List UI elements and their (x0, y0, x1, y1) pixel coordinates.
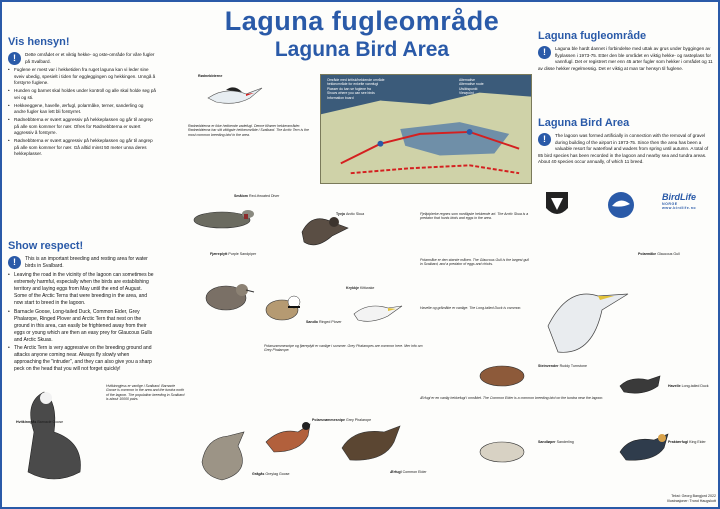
greylag-goose-illustration (192, 422, 265, 492)
section-text: Laguna ble hardt dannet i forbindelse med uttak av grus under byggingen av flyplassen i 1973-75. Etter den ble området en viktig hekke- og rasteplass for vannfugl. Det er registrert mer enn 45 arter fugler som hekker i området og 11 av disse hekker regelmessig. Det er viktig at man tar hensyn til fuglene. (538, 46, 713, 71)
caption-phalarope: Polarsvømmesnipe og fjæreplytt er vanlige i sommer. Grey Phalaropes are common here. Mer info om Grey Phalarope. (264, 344, 423, 353)
bird-label-diver (234, 194, 279, 198)
section-intro: Dette området er et viktig hekke- og oste-område for våre fugler på Svalbard. (25, 52, 155, 64)
bird-name-no: Steinvender (538, 364, 559, 368)
bird-name-en: King Eider (689, 440, 706, 444)
purple-sandpiper-illustration (198, 272, 258, 322)
bird-name-en: Greylag Goose (265, 472, 290, 476)
long-tailed-duck-illustration (614, 366, 672, 402)
bird-name-en: Arctic Skua (345, 212, 365, 216)
bird-name-en: Purple Sandpiper (228, 252, 257, 256)
page-subtitle: Laguna Bird Area (274, 38, 450, 61)
warning-icon: ! (538, 133, 551, 146)
bird-label-eider (390, 470, 427, 474)
list-item: • Fuglene er mest var i hekketiden fra ruget laguna kan vi leder sine sveiv ubedig, spesielt i tiden for eggleggingen og hekkingen. Unngå å forstyrre fuglene. (8, 67, 156, 87)
bird-name-no: Rødnebbterne (198, 74, 223, 78)
list-item: • Rødnebbterna er svært aggressiv på hekkeplassen og går til angrep på alle som kommer for nær. Ofres for Rødnebbterna er svært aggressiv å forstyrre. (8, 117, 156, 137)
bullet-list (8, 67, 156, 158)
list-item: • Leaving the road in the vicinity of the lagoon can sometimes be extremely harmful, especially when the birds are establishing territory and laying eggs from May until the end of August. Some of the Arctic Terns that were breeding in the area, and now start to breed in the lagoon. (8, 272, 156, 307)
bird-name-en: Sanderling (556, 440, 574, 444)
caption-eider: Ærfugl er en vanlig hekkefugl i området. The Common Eider is a common breeding bird on the tundra near the lagoon. (420, 396, 604, 400)
bird-label-duck (668, 384, 709, 388)
red-throated-diver-illustration (190, 202, 260, 232)
credit-text: Tekst: Georg Bangjord 2022 (671, 494, 716, 498)
bird-label-turnstone (538, 364, 587, 368)
common-eider-illustration (334, 412, 414, 472)
bird-name-no: Hvitkinngås (16, 420, 37, 424)
caption-gull: Polarmåke er den største måken. The Glaucous Gull is the largest gull in Svalbard, and a predator of eggs and chicks. (420, 258, 529, 267)
barnacle-goose-illustration (14, 382, 94, 492)
credits (642, 494, 716, 503)
arctic-skua-illustration (292, 202, 352, 262)
glaucous-gull-illustration (538, 266, 638, 376)
legend-item: Alternative (459, 78, 476, 82)
list-item: • Rødnebbterna er svært aggressiv på hekkeplassen og går til angrep på alle som kommer for nær. Gå alltid minst 50 meter unna deres hekkeplasser. (8, 138, 156, 158)
bullet-list (8, 272, 156, 373)
ringed-plover-illustration (258, 288, 308, 328)
section-heading: Laguna Bird Area (538, 117, 630, 129)
sanderling-illustration (472, 430, 542, 470)
legend-item: Område med kritisk/hekkende område (327, 78, 385, 82)
bird-name-en: Ruddy Turnstone (559, 364, 587, 368)
bird-label-glaucous (638, 252, 680, 256)
legend-item: Information board (327, 95, 354, 100)
bird-label-skua (336, 212, 364, 216)
bird-label-greylag (252, 472, 290, 476)
bird-label-goose (16, 420, 63, 424)
section-show-respect (8, 240, 156, 375)
legend-item: Alternative route (459, 82, 484, 87)
bird-name-no: Havelle (668, 384, 681, 388)
bird-name-no: Polarmåke (638, 252, 657, 256)
legend-item: hekkeområde for enkelte vannfugl (327, 82, 379, 87)
bird-label-plover (306, 320, 342, 324)
legend-item: Viewpoint (459, 91, 474, 96)
caption-map: Rødnebbterna er ikke hekkende vadefugl. Denne tilhører hekkeområder. Rødnebbterna har sitt viktigste hekkeområde i Svalbard. The Arctic Tern is the most common breeding bird in the area. (188, 124, 309, 137)
caption-skua: Fjellpiplerke regnes som nordligste hekkende art. The Arctic Skua is a predator that hunts birds and eggs in the area. (420, 212, 529, 221)
bird-name-no: Fjæreplytt (210, 252, 228, 256)
king-eider-illustration (614, 422, 674, 472)
section-heading: Vis hensyn! (8, 36, 70, 48)
section-intro: This is an important breeding and resting area for water birds in Svalbard. (25, 256, 148, 269)
birdlife-logo (662, 192, 696, 210)
area-map (320, 74, 532, 184)
bird-label-kittiwake (346, 286, 374, 290)
section-laguna-en (538, 117, 714, 166)
legend-item: Utsiktspunkt (459, 86, 478, 91)
arctic-tern-illustration (206, 80, 264, 112)
kittiwake-illustration (348, 292, 408, 332)
page-title: Laguna fugleområde (224, 6, 500, 36)
list-item: • Hekkeeggene, havelle, ærfugl, polarmåke, terner, sanderling og andre fugler kan lett bli forstyrret. (8, 103, 156, 116)
bird-label-tern (198, 74, 222, 78)
bird-name-en: Barnacle Goose (37, 420, 64, 424)
birdlife-website: www.birdlife.no (662, 206, 697, 210)
map-legend-left (327, 78, 447, 100)
section-heading: Show respect! (8, 240, 84, 252)
bird-name-en: Grey Phalarope (345, 418, 372, 422)
bird-label-sandpiper (210, 252, 256, 256)
list-item: • The Arctic Tern is very aggressive on the breeding ground and attacks anyone coming near. Always fly slowly when approaching the "intruder", and they can also give you a sharp peck on the head that you will not forget quickly! (8, 345, 156, 373)
turnstone-illustration (472, 354, 542, 394)
warning-icon: ! (8, 52, 21, 65)
section-text: The lagoon was formed artificially in connection with the removal of gravel during building of the airport in 1973-75. Since then the area has been a valuable resort for waterfowl and waders from spring until autumn. A total of 85 bird species has been recorded in the lagoon and nearby sea and tundra areas. About 40 species occur annually, of which 11 breed. (538, 133, 709, 164)
bird-name-no: Smålom (234, 194, 248, 198)
bird-name-no: Praktærfugl (668, 440, 689, 444)
map-legend-right (459, 78, 532, 96)
bird-name-no: Polarsvømmesnipe (312, 418, 345, 422)
bird-label-king-eider (668, 440, 706, 444)
bird-name-no: Sandlo (306, 320, 318, 324)
svalbard-crest-icon (542, 190, 572, 220)
credit-illustrations: Illustrasjoner: Trond Haugskott (667, 498, 716, 503)
bird-name-en: Kittiwake (360, 286, 375, 290)
list-item: • Hunden og barnet skal holdes under kontroll og alle skal holde seg på vei og sti. (8, 88, 156, 101)
bird-name-en: Ringed Plover (318, 320, 342, 324)
birdlife-wordmark: BirdLife (662, 192, 697, 202)
legend-item: Shows where you can see birds (327, 91, 375, 96)
birdlife-subtext: NORGE (662, 202, 678, 206)
bird-name-en: Red-throated Diver (248, 194, 280, 198)
bird-logo-icon (606, 190, 636, 220)
warning-icon: ! (8, 256, 21, 269)
bird-name-en: Long-tailed Duck (681, 384, 709, 388)
legend-item: Plasser du kan se fuglene fra (327, 86, 371, 91)
caption-goose: Hvitkinngjess er vanlige i Svalbard. Barnacle Goose is common in the area and the tundra north of the lagoon. The population breeding in Svalbard is about 10000 pairs. (106, 384, 185, 402)
list-item: • Barnacle Goose, Long-tailed Duck, Common Eider, Grey Phalarope, Ringed Plover and Arctic Tern that nest on the ground in this area, can easily be frightened away from their eggs or young which are then an easy prey for Glaucous Gulls and Arctic Skuas. (8, 309, 156, 344)
caption-duck: Havelle og gråmåke er vanlige. The Long-tailed Duck is common. (420, 306, 522, 310)
bird-name-en: Common Eider (402, 470, 427, 474)
warning-icon: ! (538, 46, 551, 59)
section-laguna-no (538, 30, 714, 72)
bird-label-sanderling (538, 440, 574, 444)
section-vis-hensyn (8, 36, 156, 159)
bird-name-en: Glaucous Gull (657, 252, 680, 256)
bird-name-no: Sandløper (538, 440, 556, 444)
bird-name-no: Grågås (252, 472, 265, 476)
bird-name-no: Ærfugl (390, 470, 402, 474)
section-heading: Laguna fugleområde (538, 30, 647, 42)
bird-name-no: Krykkje (346, 286, 359, 290)
bird-name-no: Tyvjo (336, 212, 346, 216)
